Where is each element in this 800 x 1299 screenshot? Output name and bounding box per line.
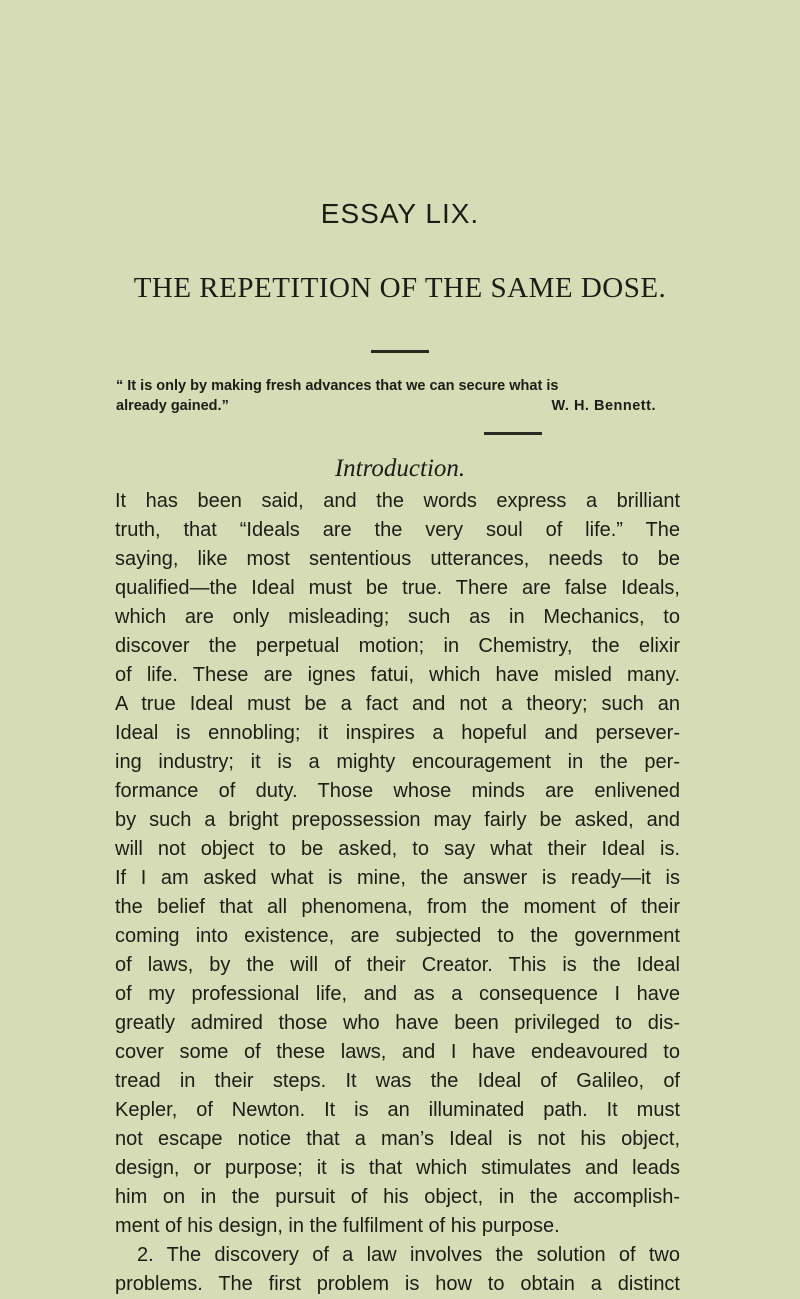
epigraph-quote-line-1: “ It is only by making fresh advances that we can secure what is: [116, 378, 559, 394]
body-line: the belief that all phenomena, from the moment of their: [115, 896, 680, 918]
body-line: of life. These are ignes fatui, which have misled many.: [115, 664, 680, 686]
body-line: qualified—the Ideal must be true. There are false Ideals,: [115, 577, 680, 599]
divider-rule-top: [371, 350, 429, 353]
body-line: greatly admired those who have been privileged to dis-: [115, 1012, 680, 1034]
body-line: ment of his design, in the fulfilment of his purpose.: [115, 1215, 560, 1237]
body-line: truth, that “Ideals are the very soul of life.” The: [115, 519, 680, 541]
epigraph: [116, 376, 686, 416]
body-line: not escape notice that a man’s Ideal is not his object,: [115, 1128, 680, 1150]
body-line: problems. The first problem is how to obtain a distinct: [115, 1273, 680, 1295]
body-line: Ideal is ennobling; it inspires a hopeful and persever-: [115, 722, 680, 744]
body-line: coming into existence, are subjected to the government: [115, 925, 680, 947]
section-heading: Introduction.: [334, 455, 466, 482]
body-text: [115, 487, 680, 1299]
body-line: tread in their steps. It was the Ideal of Galileo, of: [115, 1070, 680, 1092]
body-line: him on in the pursuit of his object, in the accomplish-: [115, 1186, 680, 1208]
body-line: by such a bright prepossession may fairly be asked, and: [115, 809, 680, 831]
essay-title: THE REPETITION OF THE SAME DOSE.: [133, 272, 667, 304]
body-line: A true Ideal must be a fact and not a theory; such an: [115, 693, 680, 715]
body-line: cover some of these laws, and I have endeavoured to: [115, 1041, 680, 1063]
body-line: discover the perpetual motion; in Chemistry, the elixir: [115, 635, 680, 657]
body-line: saying, like most sententious utterances, needs to be: [115, 548, 680, 570]
divider-rule-bottom: [484, 432, 542, 435]
epigraph-quote-line-2: already gained.”: [116, 398, 229, 414]
body-line: of my professional life, and as a consequence I have: [115, 983, 680, 1005]
body-line: design, or purpose; it is that which stimulates and leads: [115, 1157, 680, 1179]
epigraph-author: W. H. Bennett.: [551, 398, 656, 414]
body-line: 2. The discovery of a law involves the solution of two: [137, 1244, 680, 1266]
body-line: Kepler, of Newton. It is an illuminated path. It must: [115, 1099, 680, 1121]
body-line: of laws, by the will of their Creator. This is the Ideal: [115, 954, 680, 976]
essay-number: ESSAY LIX.: [320, 198, 480, 229]
body-line: will not object to be asked, to say what their Ideal is.: [115, 838, 680, 860]
body-line: ing industry; it is a mighty encouragement in the per-: [115, 751, 680, 773]
body-line: If I am asked what is mine, the answer is ready—it is: [115, 867, 680, 889]
body-line: It has been said, and the words express a brilliant: [115, 490, 680, 512]
body-line: which are only misleading; such as in Mechanics, to: [115, 606, 680, 628]
epigraph-line-2: [116, 396, 686, 416]
body-line: formance of duty. Those whose minds are enlivened: [115, 780, 680, 802]
